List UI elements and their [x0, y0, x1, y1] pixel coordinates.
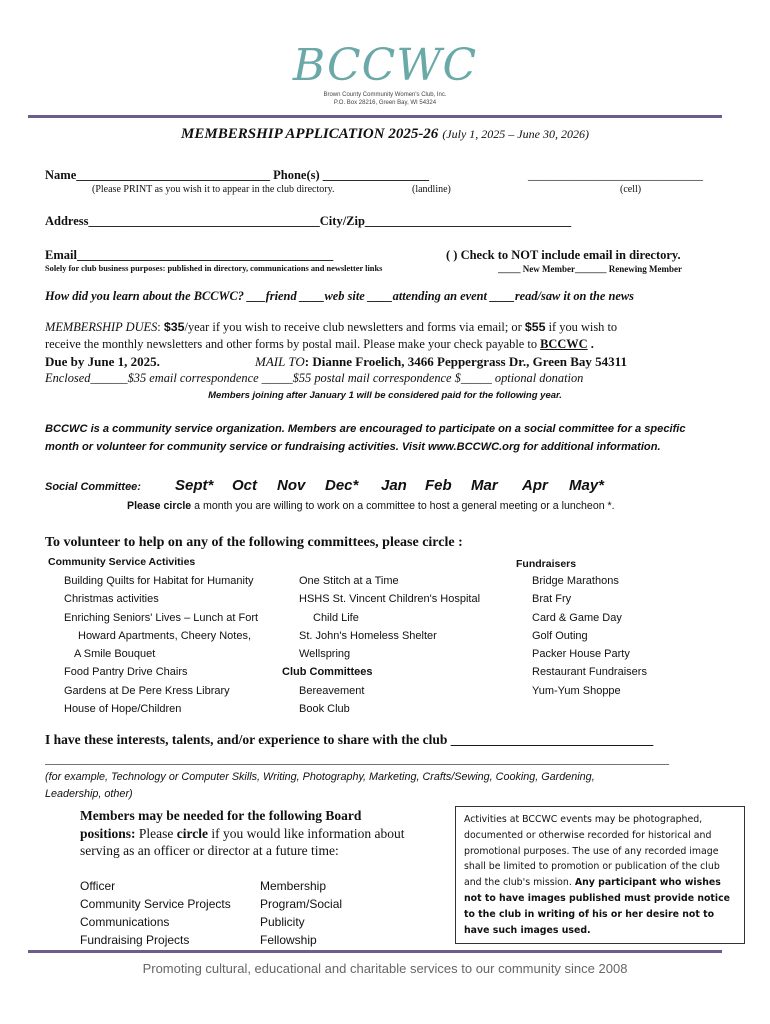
fundraiser-item[interactable]: Yum-Yum Shoppe [532, 684, 621, 697]
committee-item[interactable]: Enriching Seniors' Lives – Lunch at Fort [64, 611, 259, 624]
fundraisers-heading: Fundraisers [516, 558, 577, 570]
committee-item[interactable]: Christmas activities [64, 593, 159, 606]
board-position[interactable]: Communications [80, 915, 170, 929]
fundraiser-item[interactable]: Bridge Marathons [532, 575, 619, 587]
committee-item[interactable]: HSHS St. Vincent Children's Hospital [299, 593, 481, 606]
committee-item[interactable]: St. John's Homeless Shelter [299, 629, 437, 642]
landline-label: (landline) [412, 184, 451, 195]
dues-text-2: if you wish to [545, 320, 618, 334]
payable-to: BCCWC [540, 337, 588, 351]
photo-notice-box [455, 806, 745, 944]
member-type-field[interactable]: _____ New Member_______ Renewing Member [498, 264, 682, 274]
footer-tagline: Promoting cultural, educational and charitable services to our community since 2008 [142, 961, 628, 976]
dues-price-email: $35 [163, 320, 185, 334]
dues-price-postal: $55 [524, 320, 546, 334]
committee-item[interactable]: Building Quilts for Habitat for Humanity [64, 575, 254, 587]
page-title [0, 125, 770, 143]
dues-label: MEMBERSHIP DUES [45, 320, 158, 334]
about-line-1: BCCWC is a community service organization. Members are encouraged to participate on a social committee for a specific [45, 423, 686, 435]
board-position[interactable]: Program/Social [260, 897, 343, 911]
about-line-2: month or volunteer for community service or fundraising activities. Visit www.BCCWC.org for additional information. [45, 441, 661, 453]
community-service-heading: Community Service Activities [48, 556, 196, 568]
email-opt-out-checkbox[interactable]: ( ) Check to NOT include email in directory. [446, 248, 681, 262]
fundraiser-item[interactable]: Packer House Party [532, 648, 630, 661]
board-text-b: if you would like information about [208, 826, 405, 841]
fundraiser-item[interactable]: Restaurant Fundraisers [532, 666, 647, 679]
board-position[interactable]: Publicity [260, 915, 305, 929]
title-dates: (July 1, 2025 – June 30, 2026) [442, 127, 589, 141]
committee-item[interactable]: Bereavement [299, 684, 365, 697]
dues-text-3: receive the monthly newsletters and other forms by postal mail. Please make your check payable to [45, 337, 541, 351]
board-heading: Members may be needed for the following Board [80, 808, 362, 823]
board-position[interactable]: Fellowship [260, 933, 317, 947]
logo-wordmark: BCCWC [292, 40, 478, 91]
committee-item[interactable]: House of Hope/Children [64, 703, 182, 716]
logo-address: P.O. Box 28216, Green Bay, WI 54324 [333, 100, 437, 106]
committee-item[interactable]: One Stitch at a Time [299, 575, 399, 587]
address-field[interactable]: Address_____________________________________City/Zip_________________________________ [45, 214, 572, 228]
dues-text-1: /year if you wish to receive club newsletters and forms via email; or [184, 320, 525, 334]
community-service-list-2 [282, 572, 481, 718]
board-positions: positions: [80, 826, 136, 841]
board-text-a: Please [135, 826, 177, 841]
board-positions-right [260, 877, 342, 949]
month-oct[interactable]: Oct [232, 477, 258, 494]
fundraiser-item[interactable]: Card & Game Day [532, 611, 622, 624]
title-main: MEMBERSHIP APPLICATION 2025-26 [181, 126, 439, 142]
community-service-list [64, 572, 258, 718]
month-feb[interactable]: Feb [425, 477, 452, 494]
top-divider [28, 115, 722, 118]
month-dec[interactable]: Dec* [325, 477, 359, 494]
interests-examples-2: Leadership, other) [45, 788, 133, 800]
photo-notice-text: Activities at BCCWC events may be photographed, documented or otherwise recorded for historical and promotional purposes. The use of any recorded image shall be limited to promotion or publication of the club and the club's mission. [464, 814, 720, 889]
committee-item[interactable]: Gardens at De Pere Kress Library [64, 684, 230, 697]
social-note [127, 500, 615, 512]
committee-item[interactable]: Wellspring [299, 648, 351, 661]
volunteer-heading: To volunteer to help on any of the following committees, please circle : [45, 535, 463, 550]
fundraiser-item[interactable]: Golf Outing [532, 629, 588, 642]
committee-item[interactable]: Book Club [299, 703, 350, 716]
committee-item[interactable]: Food Pantry Drive Chairs [64, 666, 188, 679]
mail-to-address: : Dianne Froelich, 3466 Peppergrass Dr., Green Bay 54311 [304, 354, 627, 369]
fundraisers-list [532, 572, 647, 700]
month-may[interactable]: May* [569, 477, 605, 494]
committee-item[interactable]: Child Life [313, 611, 359, 624]
interests-field[interactable]: I have these interests, talents, and/or experience to share with the club ______________________________ [45, 732, 654, 747]
board-circle: circle [176, 826, 209, 841]
month-apr[interactable]: Apr [522, 477, 548, 494]
cell-phone-field[interactable]: ____________________________ [528, 168, 703, 182]
month-nov[interactable]: Nov [277, 477, 306, 494]
board-position[interactable]: Fundraising Projects [80, 933, 190, 947]
due-date: Due by June 1, 2025. [45, 354, 160, 369]
board-position[interactable]: Community Service Projects [80, 897, 231, 911]
dues-line-2: receive the monthly newsletters and other forms by postal mail. Please make your check payable to BCCWC . [45, 337, 594, 351]
club-committees-heading: Club Committees [282, 666, 373, 679]
month-jan[interactable]: Jan [381, 477, 407, 494]
committee-item[interactable]: Howard Apartments, Cheery Notes, [78, 629, 252, 642]
board-line-2 [80, 826, 404, 842]
mail-to [255, 354, 627, 370]
month-sept[interactable]: Sept* [175, 477, 214, 494]
club-logo [0, 40, 770, 107]
board-positions-left [80, 877, 231, 949]
logo-org-name: Brown County Community Women's Club, Inc. [323, 92, 447, 98]
social-note-bold: Please circle [127, 500, 192, 512]
bottom-divider [28, 950, 722, 953]
email-field[interactable]: Email_________________________________________ [45, 248, 334, 262]
name-phone-field[interactable]: Name_______________________________ Phone(s) _________________ [45, 168, 430, 182]
social-label: Social Committee: [45, 481, 141, 493]
interests-examples: (for example, Technology or Computer Skills, Writing, Photography, Marketing, Crafts/Sewing, Cooking, Gardening, [45, 771, 595, 783]
board-line-3: serving as an officer or director at a future time: [80, 843, 339, 858]
dues-line-1 [45, 320, 617, 335]
social-note-rest: a month you are willing to work on a committee to host a general meeting or a luncheon *. [191, 500, 615, 512]
committee-item[interactable]: A Smile Bouquet [74, 648, 156, 661]
learn-question[interactable]: How did you learn about the BCCWC? ___friend ____web site ____attending an event ____read/saw it on the news [45, 289, 634, 303]
mail-to-label: MAIL TO [255, 354, 305, 369]
board-position[interactable]: Membership [260, 879, 327, 893]
email-note: Solely for club business purposes: published in directory, communications and newsletter links [45, 264, 383, 273]
print-note: (Please PRINT as you wish it to appear in the club directory. [92, 184, 335, 195]
photo-notice-bold: Any participant who wishes not to have images published must provide notice to the club in writing of his or her desire not to have such images used. [464, 877, 731, 936]
enclosed-options[interactable]: Enclosed______$35 email correspondence _____$55 postal mail correspondence $_____ optional donation [45, 371, 584, 385]
month-mar[interactable]: Mar [471, 477, 498, 494]
board-position[interactable]: Officer [80, 879, 116, 893]
cell-label: (cell) [620, 184, 642, 195]
fundraiser-item[interactable]: Brat Fry [532, 593, 572, 606]
join-note: Members joining after January 1 will be considered paid for the following year. [208, 390, 562, 401]
dues-sep: : [157, 320, 164, 334]
interests-line-2[interactable]: ________________________________________________________________________________________________________ [45, 752, 669, 766]
